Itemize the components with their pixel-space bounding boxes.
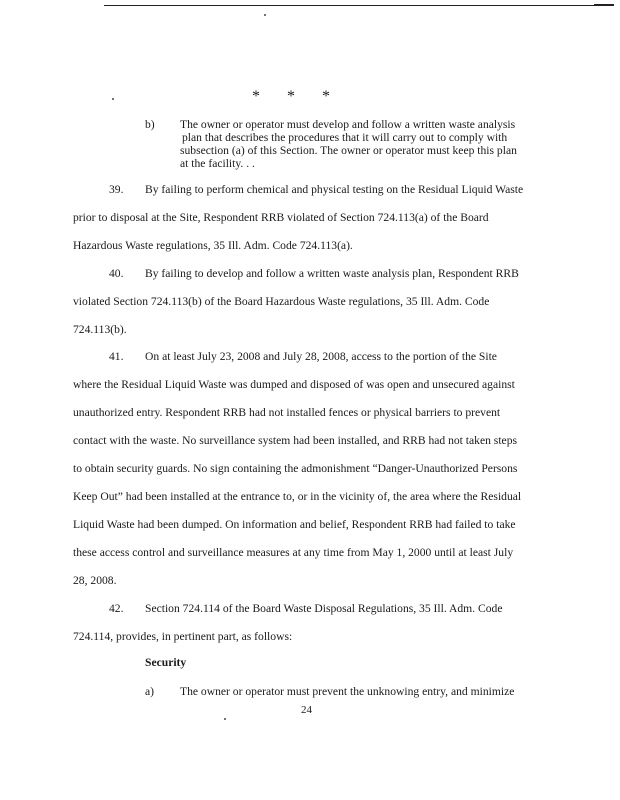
paragraph-41-line: On at least July 23, 2008 and July 28, 2008, access to the portion of the Site [145, 350, 497, 363]
paragraph-42-line: 724.114, provides, in pertinent part, as follows: [73, 630, 293, 643]
subsection-b-line: subsection (a) of this Section. The owner or operator must keep this plan [180, 144, 517, 157]
paragraph-41-line: Keep Out” had been installed at the entrance to, or in the vicinity of, the area where the Residual [73, 490, 522, 503]
subsection-b-line: plan that describes the procedures that it will carry out to comply with [182, 131, 508, 144]
subsection-a-label: a) [145, 685, 155, 698]
paragraph-42-number: 42. [109, 602, 124, 615]
security-heading: Security [145, 656, 187, 669]
scan-speck [224, 718, 226, 720]
paragraph-40-line: By failing to develop and follow a written waste analysis plan, Respondent RRB [145, 267, 519, 280]
subsection-b-label: b) [145, 118, 155, 131]
paragraph-39-number: 39. [109, 183, 124, 196]
paragraph-41-number: 41. [109, 350, 124, 363]
subsection-b-line: at the facility. . . [180, 157, 255, 170]
paragraph-40-number: 40. [109, 267, 124, 280]
paragraph-41-line: contact with the waste. No surveillance system had been installed, and RRB had not taken steps [73, 434, 517, 447]
paragraph-41-line: these access control and surveillance measures at any time from May 1, 2000 until at least July [73, 546, 514, 559]
top-border-line [104, 5, 614, 6]
paragraph-41-line: to obtain security guards. No sign containing the admonishment “Danger-Unauthorized Persons [73, 462, 518, 475]
paragraph-39-line: prior to disposal at the Site, Respondent RRB violated of Section 724.113(a) of the Board [73, 211, 489, 224]
separator-star: * [322, 88, 330, 105]
page-number: 24 [301, 704, 312, 716]
paragraph-41-line: where the Residual Liquid Waste was dumped and disposed of was open and unsecured against [73, 378, 515, 391]
separator-star: * [287, 88, 295, 105]
paragraph-41-line: Liquid Waste had been dumped. On information and belief, Respondent RRB had failed to take [73, 518, 516, 531]
paragraph-41-line: 28, 2008. [73, 574, 117, 587]
paragraph-40-line: violated Section 724.113(b) of the Board Hazardous Waste regulations, 35 Ill. Adm. Code [73, 295, 490, 308]
paragraph-41-line: unauthorized entry. Respondent RRB had not installed fences or physical barriers to prevent [73, 406, 501, 419]
paragraph-42-line: Section 724.114 of the Board Waste Disposal Regulations, 35 Ill. Adm. Code [145, 602, 503, 615]
scan-speck [112, 98, 114, 100]
scan-speck [264, 14, 266, 16]
paragraph-39-line: By failing to perform chemical and physical testing on the Residual Liquid Waste [145, 183, 524, 196]
subsection-a-line: The owner or operator must prevent the unknowing entry, and minimize [180, 685, 515, 698]
subsection-b-line: The owner or operator must develop and follow a written waste analysis [180, 118, 516, 131]
paragraph-40-line: 724.113(b). [73, 323, 127, 336]
separator-star: * [252, 88, 260, 105]
paragraph-39-line: Hazardous Waste regulations, 35 Ill. Adm. Code 724.113(a). [73, 239, 353, 252]
top-border-mark [594, 4, 614, 6]
